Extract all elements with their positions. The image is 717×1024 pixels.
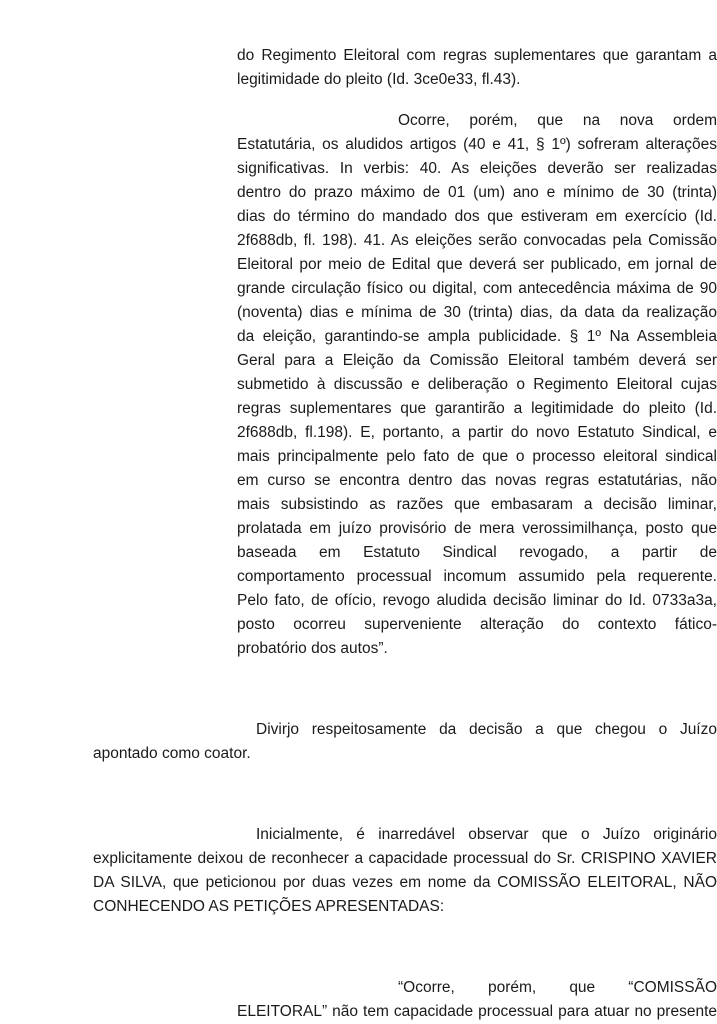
quote-line: submetido à discussão e deliberação o Regimento Eleitoral cujas [237, 376, 717, 393]
quote-line: ELEITORAL” não tem capacidade processual para atuar no presente [237, 1003, 717, 1020]
quote-line: baseada em Estatuto Sindical revogado, a partir de [237, 544, 717, 561]
quote-line: grande circulação físico ou digital, com antecedência máxima de 90 [237, 280, 717, 297]
quote-line: (noventa) dias e mínima de 30 (trinta) dias, da data da realização [237, 304, 717, 321]
paragraph-line: Inicialmente, é inarredável observar que o Juízo originário [256, 826, 717, 843]
paragraph-line: apontado como coator. [93, 745, 251, 762]
quote-line: do Regimento Eleitoral com regras suplementares que garantam a [237, 47, 717, 64]
quote-line: em curso se encontra dentro das novas regras estatutárias, não [237, 472, 717, 489]
quote-line: mais principalmente pelo fato de que o processo eleitoral sindical [237, 448, 717, 465]
quote-line: 2f688db, fl.198). E, portanto, a partir do novo Estatuto Sindical, e [237, 424, 717, 441]
paragraph-line: explicitamente deixou de reconhecer a capacidade processual do Sr. CRISPINO XAVIER [93, 850, 717, 867]
quote-line: Pelo fato, de ofício, revogo aludida decisão liminar do Id. 0733a3a, [237, 592, 717, 609]
quote-line: comportamento processual incomum assumido pela requerente. [237, 568, 717, 585]
quote-line: legitimidade do pleito (Id. 3ce0e33, fl.43). [237, 71, 521, 88]
quote-line: dentro do prazo máximo de 01 (um) ano e mínimo de 30 (trinta) [237, 184, 717, 201]
quote-line: da eleição, garantindo-se ampla publicidade. § 1º Na Assembleia [237, 328, 717, 345]
quote-line: Geral para a Eleição da Comissão Eleitoral também deverá ser [237, 352, 717, 369]
quote-line: mais subsistindo as razões que embasaram a decisão liminar, [237, 496, 717, 513]
quote-line: Eleitoral por meio de Edital que deverá ser publicado, em jornal de [237, 256, 717, 273]
paragraph-line: CONHECENDO AS PETIÇÕES APRESENTADAS: [93, 898, 445, 915]
quote-line: significativas. In verbis: 40. As eleições deverão ser realizadas [237, 160, 717, 177]
quote-line: “Ocorre, porém, que “COMISSÃO [398, 979, 717, 996]
paragraph-line: DA SILVA, que peticionou por duas vezes em nome da COMISSÃO ELEITORAL, NÃO [93, 874, 717, 891]
paragraph-line: Divirjo respeitosamente da decisão a que chegou o Juízo [256, 721, 717, 738]
quote-line: probatório dos autos”. [237, 640, 388, 657]
quote-line: posto ocorreu superveniente alteração do contexto fático- [237, 616, 717, 633]
quote-line: prolatada em juízo provisório de mera verossimilhança, posto que [237, 520, 717, 537]
quote-line: Estatutária, os aludidos artigos (40 e 41, § 1º) sofreram alterações [237, 136, 717, 153]
quote-line: dias do término do mandado dos que estiveram em exercício (Id. [237, 208, 717, 225]
quote-line: Ocorre, porém, que na nova ordem [398, 112, 717, 129]
quote-line: regras suplementares que garantirão a legitimidade do pleito (Id. [237, 400, 717, 417]
quote-line: 2f688db, fl. 198). 41. As eleições serão convocadas pela Comissão [237, 232, 717, 249]
